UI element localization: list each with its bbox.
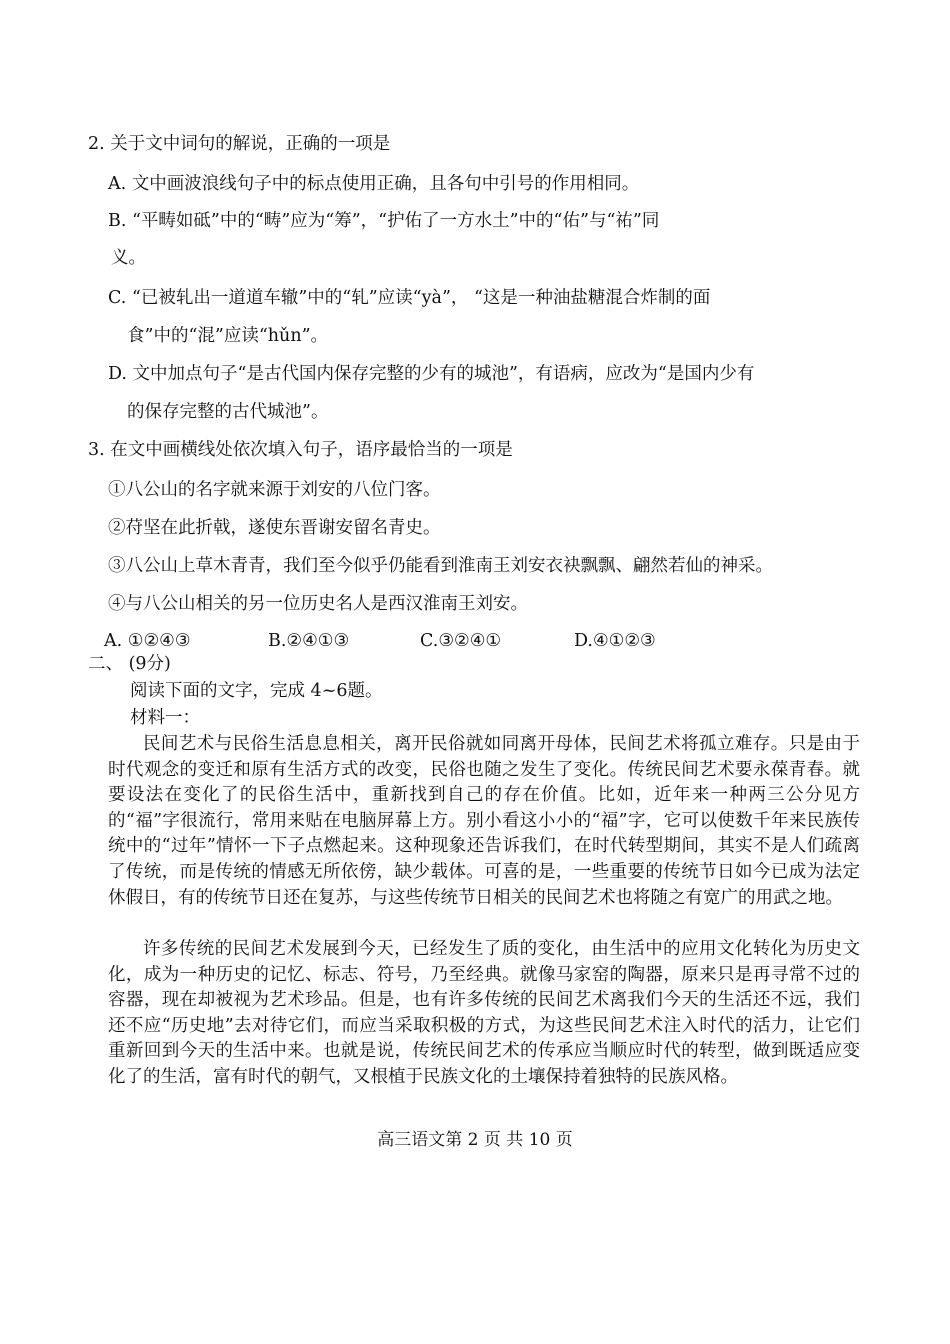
question-2-option-d-line1: D. 文中加点句子“是古代国内保存完整的少有的城池”，有语病，应改为“是国内少有 bbox=[108, 364, 755, 384]
question-3-sentence-4: ④与八公山相关的另一位历史名人是西汉淮南王刘安。 bbox=[108, 594, 528, 614]
question-2-option-b-line1: B. “平畴如砥”中的“畴”应为“筹”，“护佑了一方水土”中的“佑”与“祐”同 bbox=[108, 211, 660, 231]
question-2-stem: 2. 关于文中词句的解说，正确的一项是 bbox=[88, 134, 391, 154]
material-paragraph-2: 许多传统的民间艺术发展到今天，已经发生了质的变化，由生活中的应用文化转化为历史文化，成为一种历史的记忆、标志、符号，乃至经典。就像马家窑的陶器，原来只是再寻常不过的容器，现在却被视为艺术珍品。但是，也有许多传统的民间艺术离我们今天的生活还不远，我们还不应“历史地”去对待它们，而应当采取积极的方式，为这些民间艺术注入时代的活力，让它们重新回到今天的生活中来。也就是说，传统民间艺术的传承应当顺应时代的转型，做到既适应变化了的生活，富有时代的朝气，又根植于民族文化的土壤保持着独特的民族风格。 bbox=[108, 939, 860, 1087]
material-label: 材料一： bbox=[130, 708, 200, 728]
section-2-heading: 二、 (9分) bbox=[88, 654, 171, 674]
question-3-option-d: D.④①②③ bbox=[574, 631, 656, 651]
question-3-option-c: C.③②④① bbox=[420, 631, 502, 651]
question-3-option-a: A. ①②④③ bbox=[104, 631, 191, 651]
page-footer: 高三语文第 2 页 共 10 页 bbox=[377, 1130, 573, 1150]
question-2-option-a: A. 文中画波浪线句子中的标点使用正确，且各句中引号的作用相同。 bbox=[108, 174, 640, 194]
question-3-sentence-1: ①八公山的名字就来源于刘安的八位门客。 bbox=[108, 480, 441, 500]
question-2-option-c-line1: C. “已被轧出一道道车辙”中的“轧”应读“yà”， “这是一种油盐糖混合炸制的面 bbox=[108, 288, 711, 308]
question-2-option-c-line2: 食”中的“混”应读“hǔn”。 bbox=[127, 326, 329, 346]
question-3-sentence-2: ②苻坚在此折戟，遂使东晋谢安留名青史。 bbox=[108, 518, 441, 538]
question-2-option-b-line2: 义。 bbox=[111, 248, 146, 268]
material-paragraph-1: 民间艺术与民俗生活息息相关，离开民俗就如同离开母体，民间艺术将孤立难存。只是由于时代观念的变迁和原有生活方式的改变，民俗也随之发生了变化。传统民间艺术要永葆青春。就要设法在变化了的民俗生活中，重新找到自己的存在价值。比如，近年来一种两三公分见方的“福”字很流行，常用来贴在电脑屏幕上方。别小看这小小的“福”字，它可以使数千年来民族传统中的“过年”情怀一下子点燃起来。这种现象还告诉我们，在时代转型期间，其实不是人们疏离了传统，而是传统的情感无所依傍，缺少载体。可喜的是，一些重要的传统节日如今已成为法定休假日，有的传统节日还在复苏，与这些传统节日相关的民间艺术也将随之有宽广的用武之地。 bbox=[108, 734, 860, 908]
question-2-option-d-line2: 的保存完整的古代城池”。 bbox=[127, 402, 329, 422]
question-3-sentence-3: ③八公山上草木青青，我们至今似乎仍能看到淮南王刘安衣袂飘飘、翩然若仙的神采。 bbox=[108, 556, 773, 576]
question-3-answer-options bbox=[104, 629, 704, 653]
question-3-option-b: B.②④①③ bbox=[268, 631, 350, 651]
section-2-instruction: 阅读下面的文字，完成 4~6题。 bbox=[130, 681, 383, 701]
question-3-stem: 3. 在文中画横线处依次填入句子，语序最恰当的一项是 bbox=[88, 440, 513, 460]
